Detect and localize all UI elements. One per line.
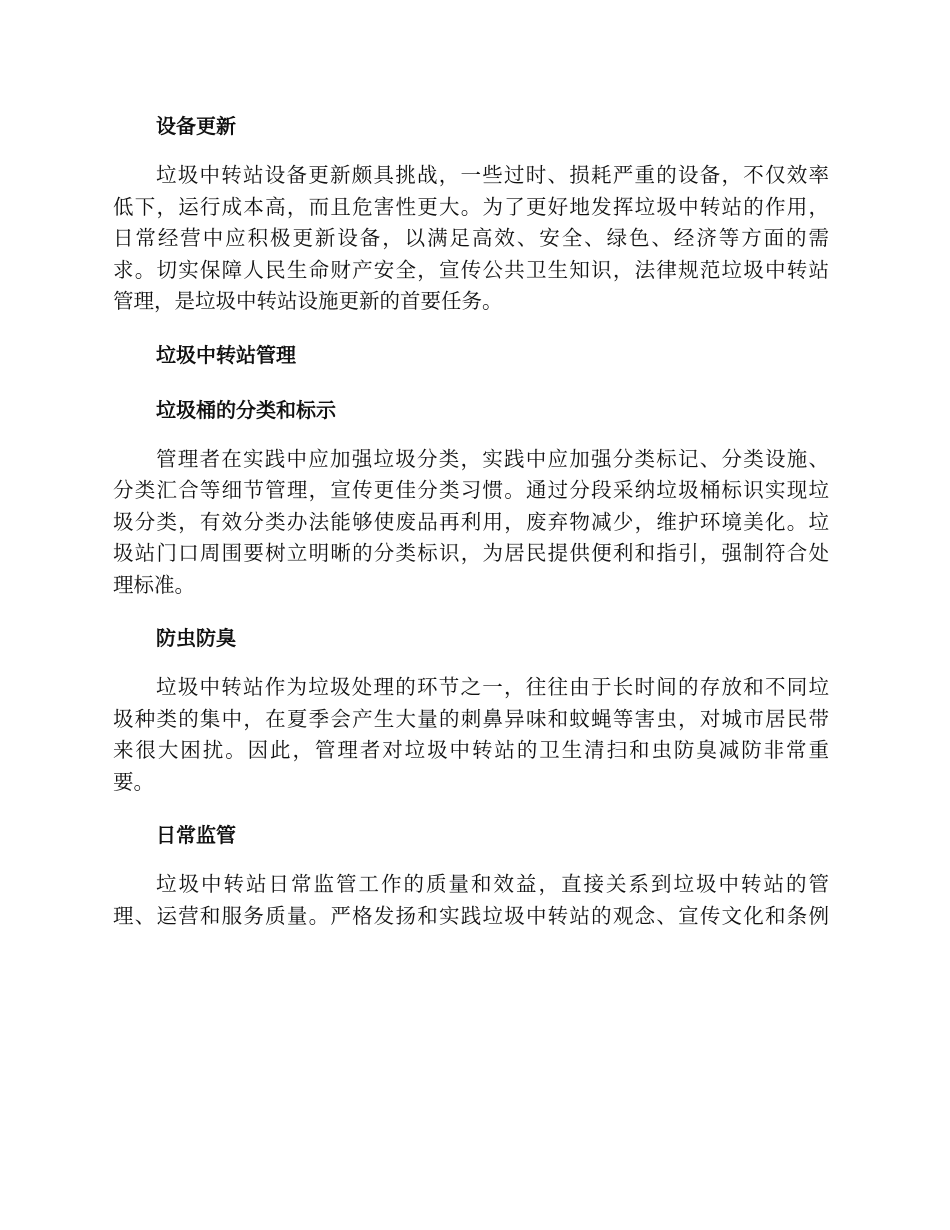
text-line: 管理，是垃圾中转站设施更新的首要任务。 (113, 289, 503, 313)
text-line: 理标准。 (113, 572, 195, 597)
section-heading-pest-odor-control: 防虫防臭 (156, 626, 236, 650)
text-line: 理、运营和服务质量。严格发扬和实践垃圾中转站的观念、宣传文化和条例 (113, 903, 829, 928)
section-heading-equipment-update: 设备更新 (156, 114, 236, 138)
paragraph-equipment-update (113, 160, 829, 318)
text-line: 求。切实保障人民生命财产安全，宣传公共卫生知识，法律规范垃圾中转站 (113, 257, 829, 282)
document-body (113, 109, 829, 932)
text-line: 垃圾中转站日常监管工作的质量和效益，直接关系到垃圾中转站的管 (156, 872, 829, 896)
section-heading-bin-classification: 垃圾桶的分类和标示 (156, 397, 336, 422)
paragraph-daily-supervision (113, 869, 829, 932)
text-line: 垃圾中转站设备更新颇具挑战，一些过时、损耗严重的设备，不仅效率 (156, 163, 829, 187)
text-line: 圾站门口周围要树立明晰的分类标识，为居民提供便利和指引，强制符合处 (113, 541, 829, 565)
text-line: 圾种类的集中，在夏季会产生大量的刺鼻异味和蚊蝇等害虫，对城市居民带 (113, 706, 829, 731)
text-line: 日常经营中应积极更新设备，以满足高效、安全、绿色、经济等方面的需 (113, 226, 829, 250)
section-heading-station-management: 垃圾中转站管理 (156, 342, 296, 367)
text-line: 来很大困扰。因此，管理者对垃圾中转站的卫生清扫和虫防臭减防非常重 (113, 738, 829, 762)
text-line: 低下，运行成本高，而且危害性更大。为了更好地发挥垃圾中转站的作用， (113, 194, 829, 219)
paragraph-bin-classification (113, 444, 829, 602)
text-line: 管理者在实践中应加强垃圾分类，实践中应加强分类标记、分类设施、 (156, 446, 829, 471)
text-line: 圾分类，有效分类办法能够使废品再利用，废弃物减少，维护环境美化。垃 (113, 509, 829, 534)
paragraph-pest-odor-control (113, 672, 829, 798)
text-line: 垃圾中转站作为垃圾处理的环节之一，往往由于长时间的存放和不同垃 (156, 675, 829, 699)
section-heading-daily-supervision: 日常监管 (156, 823, 236, 847)
text-line: 分类汇合等细节管理，宣传更佳分类习惯。通过分段采纳垃圾桶标识实现垃 (113, 478, 829, 502)
text-line: 要。 (113, 769, 154, 794)
